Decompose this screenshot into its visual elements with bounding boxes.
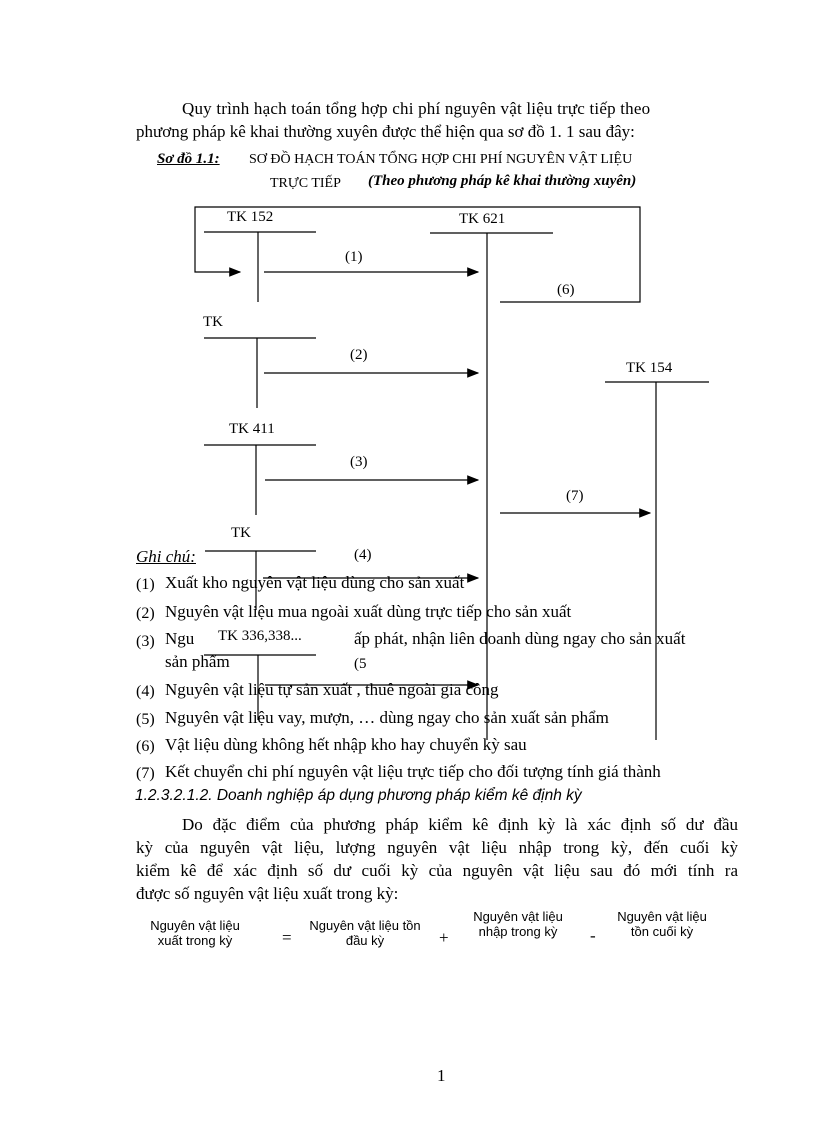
note-6-num: (6) [136, 738, 155, 755]
note-7-num: (7) [136, 765, 155, 782]
tk-blank2-label: TK [231, 525, 251, 541]
section-para-4: được số nguyên vật liệu xuất trong kỳ: [136, 884, 399, 903]
tk-blank-label: TK [203, 314, 223, 330]
intro-line-1: Quy trình hạch toán tổng hợp chi phí nguyên vật liệu trực tiếp theo [182, 99, 651, 118]
note-1-num: (1) [136, 576, 155, 593]
flow-5-label: (5 [354, 656, 367, 672]
tk154-label: TK 154 [626, 360, 673, 376]
note-3-text-c: sản phẩm [165, 652, 230, 671]
section-para-1: Do đặc điểm của phương pháp kiểm kê định kỳ là xác định số dư đầu [182, 815, 738, 834]
notes-heading: Ghi chú: [136, 547, 196, 566]
formula-term-1: Nguyên vật liệu xuất trong kỳ [150, 918, 240, 948]
formula-plus: + [439, 928, 449, 947]
diagram-title-main: SƠ ĐỒ HẠCH TOÁN TỔNG HỢP CHI PHÍ NGUYÊN VẬT LIỆU [249, 152, 633, 167]
note-3-text-a: Ngu [165, 629, 195, 648]
note-6-text: Vật liệu dùng không hết nhập kho hay chuyển kỳ sau [165, 735, 527, 754]
formula-term-2: Nguyên vật liệu tồn đầu kỳ [309, 918, 421, 948]
note-4-text: Nguyên vật liệu tự sản xuất , thuê ngoài gia công [165, 680, 499, 699]
note-3-text-b: ấp phát, nhận liên doanh dùng ngay cho sản xuất [354, 629, 686, 648]
diagram-title-sub: (Theo phương pháp kê khai thường xuyên) [368, 173, 637, 189]
formula-term-4: Nguyên vật liệu tồn cuối kỳ [617, 909, 707, 939]
note-2-num: (2) [136, 605, 155, 622]
section-para-2: kỳ của nguyên vật liệu, lượng nguyên vật liệu nhập trong kỳ, đến cuối kỳ [136, 838, 738, 857]
formula-equals: = [282, 928, 292, 947]
flow-2-label: (2) [350, 347, 368, 363]
flow-3-label: (3) [350, 454, 368, 470]
diagram-title-main-2: TRỰC TIẾP [270, 176, 341, 191]
diagram-title-label: Sơ đồ 1.1: [157, 151, 220, 167]
intro-line-2: phương pháp kê khai thường xuyên được thể hiện qua sơ đồ 1. 1 sau đây: [136, 122, 635, 141]
formula-minus: - [590, 926, 596, 945]
flow-4-label: (4) [354, 547, 372, 563]
flow-7-label: (7) [566, 488, 584, 504]
tk336-label: TK 336,338... [218, 628, 302, 644]
flow-1-label: (1) [345, 249, 363, 265]
section-heading: 1.2.3.2.1.2. Doanh nghiệp áp dụng phương pháp kiểm kê định kỳ [135, 787, 582, 804]
note-1-text: Xuất kho nguyên vật liệu dùng cho sản xuất [165, 573, 465, 592]
tk411-label: TK 411 [229, 421, 275, 437]
flow-6-label: (6) [557, 282, 575, 298]
section-para-3: kiểm kê để xác định số dư cuối kỳ của nguyên vật liệu sau đó mới tính ra [136, 861, 738, 880]
note-5-text: Nguyên vật liệu vay, mượn, … dùng ngay cho sản xuất sản phẩm [165, 708, 609, 727]
note-3-num: (3) [136, 633, 155, 650]
note-4-num: (4) [136, 683, 155, 700]
note-2-text: Nguyên vật liệu mua ngoài xuất dùng trực tiếp cho sản xuất [165, 602, 572, 621]
page-number: 1 [437, 1066, 446, 1085]
tk152-label: TK 152 [227, 209, 274, 225]
note-5-num: (5) [136, 711, 155, 728]
formula-term-3: Nguyên vật liệu nhập trong kỳ [473, 909, 563, 939]
note-7-text: Kết chuyển chi phí nguyên vật liệu trực tiếp cho đối tượng tính giá thành [165, 762, 661, 781]
tk621-label: TK 621 [459, 211, 506, 227]
